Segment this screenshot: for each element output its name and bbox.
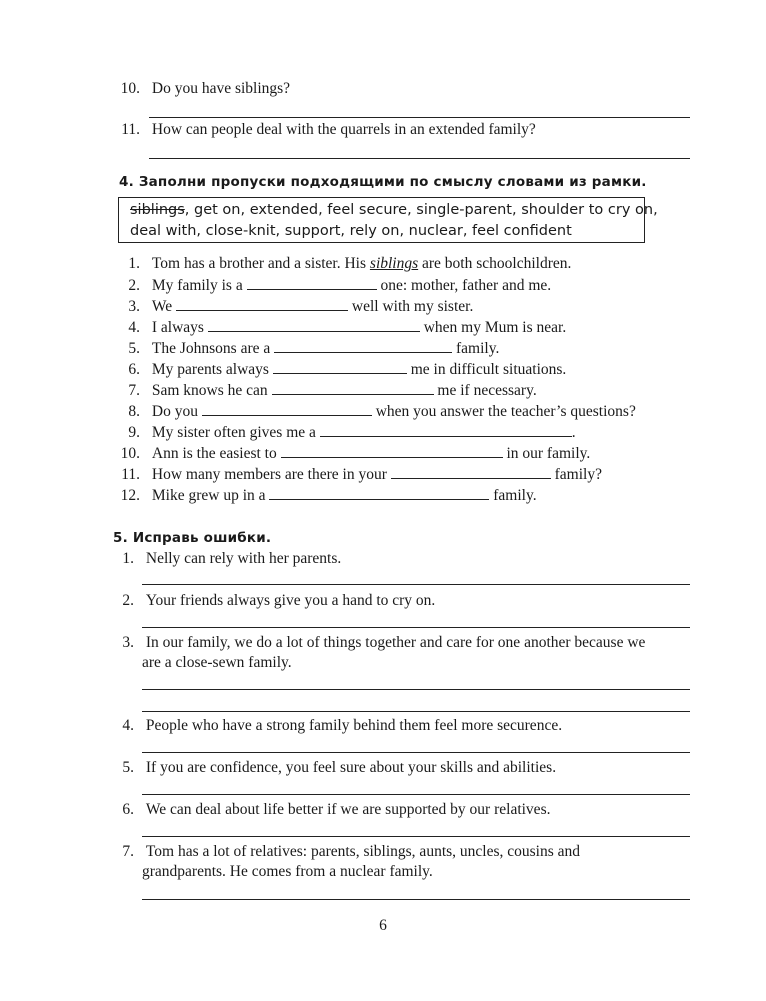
- blank-field[interactable]: [274, 339, 452, 353]
- answer-line[interactable]: [142, 689, 690, 690]
- ex5-item-2: 2. Your friends always give you a hand to cry on.: [122, 592, 436, 609]
- ex4-item-11: 11. How many members are there in your family?: [121, 466, 602, 483]
- question-11: 11. How can people deal with the quarrels in an extended family?: [121, 121, 536, 138]
- blank-field[interactable]: [208, 318, 420, 332]
- word-box-line-2: deal with, close-knit, support, rely on, nuclear, feel confident: [130, 223, 572, 239]
- answer-line[interactable]: [142, 752, 690, 753]
- blank-field[interactable]: [273, 360, 407, 374]
- ex5-item-1: 1. Nelly can rely with her parents.: [122, 550, 342, 567]
- ex4-item-12: 12. Mike grew up in a family.: [120, 487, 537, 504]
- ex5-item-7: 7. Tom has a lot of relatives: parents, siblings, aunts, uncles, cousins and: [122, 843, 581, 860]
- blank-field[interactable]: [269, 486, 489, 500]
- answer-line[interactable]: [142, 627, 690, 628]
- exercise-5-heading: 5. Исправь ошибки.: [113, 530, 272, 546]
- ex5-item-6: 6. We can deal about life better if we are supported by our relatives.: [122, 801, 551, 818]
- ex4-item-8: 8. Do you when you answer the teacher’s questions?: [128, 403, 636, 420]
- blank-field[interactable]: [176, 297, 348, 311]
- ex4-item-9: 9. My sister often gives me a .: [128, 424, 576, 441]
- ex4-item-4: 4. I always when my Mum is near.: [128, 319, 567, 336]
- ex4-item-6: 6. My parents always me in difficult situations.: [128, 361, 567, 378]
- answer-line[interactable]: [142, 836, 690, 837]
- blank-field[interactable]: [320, 423, 572, 437]
- answer-line[interactable]: [142, 711, 690, 712]
- ex4-item-1: 1. Tom has a brother and a sister. His siblings are both schoolchildren.: [128, 255, 572, 272]
- question-10: 10. Do you have siblings?: [120, 80, 291, 97]
- word-box-line-1: siblings, get on, extended, feel secure, single-parent, shoulder to cry on,: [130, 202, 658, 218]
- ex5-item-3-line-2: are a close-sewn family.: [142, 654, 292, 671]
- blank-field[interactable]: [272, 381, 434, 395]
- answer-line[interactable]: [142, 899, 690, 900]
- ex4-item-2: 2. My family is a one: mother, father and me.: [128, 277, 552, 294]
- blank-field[interactable]: [281, 444, 503, 458]
- answer-line[interactable]: [142, 584, 690, 585]
- ex4-item-5: 5. The Johnsons are a family.: [128, 340, 500, 357]
- answer-line[interactable]: [149, 117, 690, 118]
- ex4-item-3: 3. We well with my sister.: [128, 298, 474, 315]
- blank-field[interactable]: [247, 276, 377, 290]
- blank-field[interactable]: [391, 465, 551, 479]
- ex4-item-10: 10. Ann is the easiest to in our family.: [120, 445, 591, 462]
- answer-line[interactable]: [142, 794, 690, 795]
- ex5-item-7-line-2: grandparents. He comes from a nuclear family.: [142, 863, 433, 880]
- ex5-item-4: 4. People who have a strong family behind them feel more securence.: [122, 717, 563, 734]
- ex5-item-5: 5. If you are confidence, you feel sure about your skills and abilities.: [122, 759, 557, 776]
- answer-line[interactable]: [149, 158, 690, 159]
- blank-field[interactable]: [202, 402, 372, 416]
- ex5-item-3: 3. In our family, we do a lot of things together and care for one another because we: [122, 634, 646, 651]
- page-number: 6: [379, 917, 387, 934]
- struck-word: siblings: [130, 202, 185, 218]
- ex4-item-7: 7. Sam knows he can me if necessary.: [128, 382, 537, 399]
- exercise-4-heading: 4. Заполни пропуски подходящими по смыслу словами из рамки.: [119, 174, 647, 190]
- example-answer: siblings: [369, 255, 419, 272]
